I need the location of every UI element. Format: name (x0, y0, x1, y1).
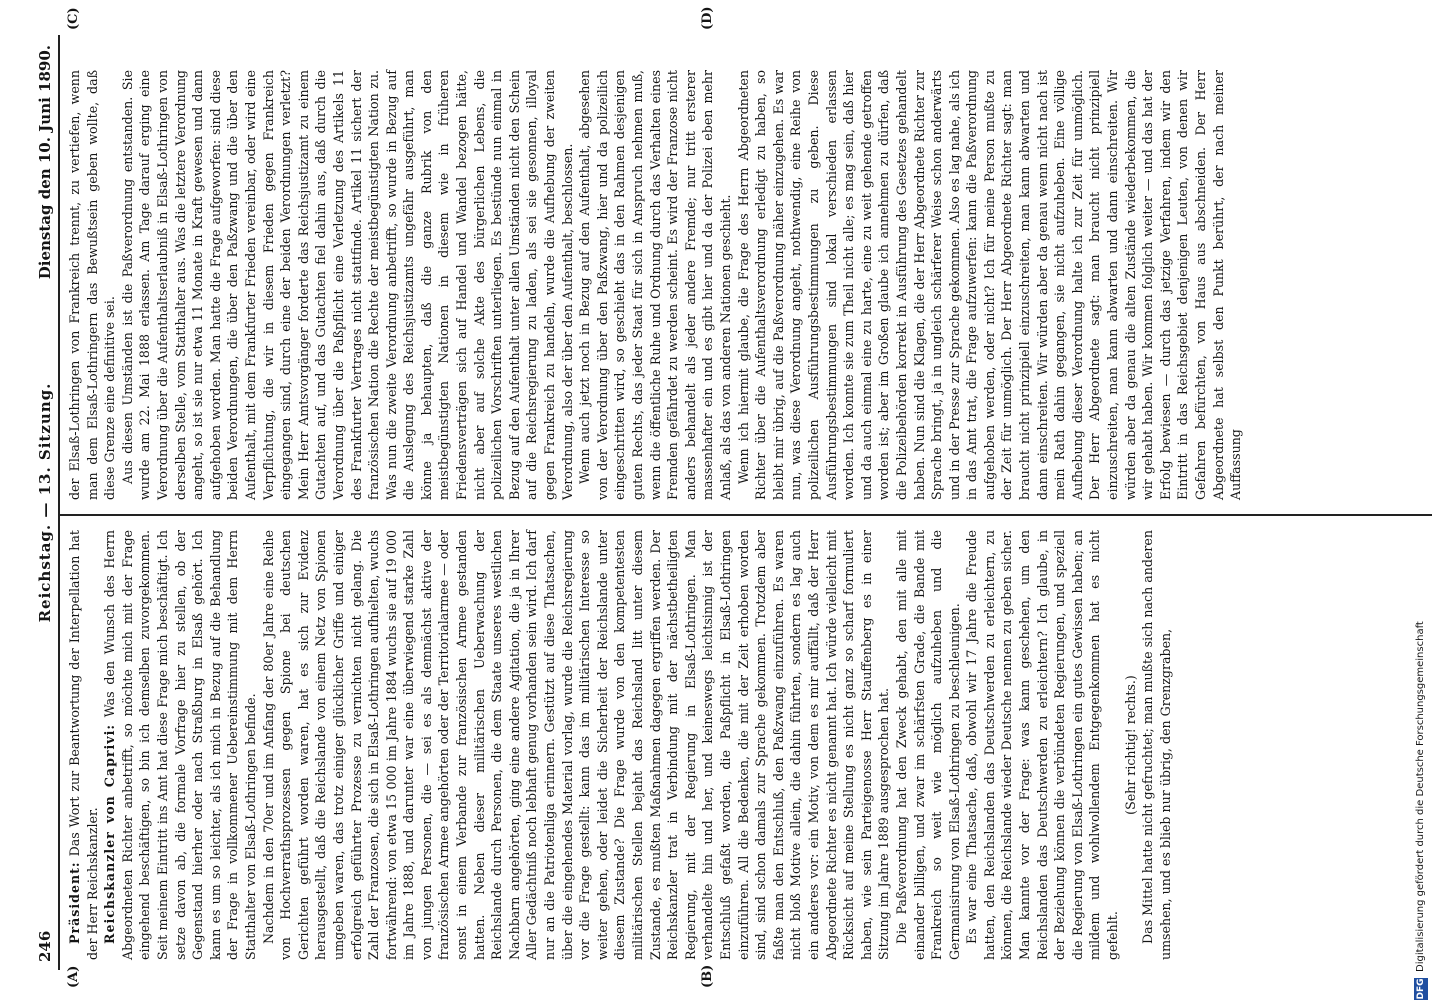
paragraph (893, 530, 963, 960)
margin-mark-c: (C) (66, 7, 81, 30)
right-column (66, 70, 1245, 500)
speaker-name: Präsident: (67, 861, 82, 944)
paragraph-text: der Elsaß-Lothringen von Frankreich trennt, zu vertiefen, wenn man dem Elsaß-Lothringern das Bewußtsein geben wollte, daß diese Grenze eine definitive sei. (67, 70, 118, 500)
dfg-logo: DFG (1416, 978, 1426, 1000)
margin-mark-b: (B) (700, 964, 715, 988)
paragraph-text: Wenn ich hiermit glaube, die Frage des Herrn Abgeordneten Richter über die Aufenthaltsverordnung erledigt zu haben, so bleibt mir übrig, auf die Paßverordnung näher einzugehen. Es war nun, was diese Verordnung angeht, nothwendig, eine Reihe von polizeilichen Ausführungsbestimmungen zu geben. Diese Ausführungsbestimmungen sind lokal verschieden erlassen worden. Ich konnte sie zum Theil nicht alle; es mag sein, daß hier und da auch einmal eine zu harte, eine zu weit gehende getroffen worden ist; aber im Großen glaube ich annehmen zu dürfen, daß die Polizeibehörden korrekt in Ausführung des Gesetzes gehandelt haben. Nun sind die Klagen, die der Herr Abgeordnete Richter zur Sprache bringt, ja in ungleich schärferer Weise schon anderwärts und in der Presse zur Sprache gekommen. Also es lag nahe, als ich in das Amt trat, die Frage aufzuwerfen: kann die Paßverordnung aufgehoben werden, oder nicht? Ich für meine Person mußte zu der Zeit für unmöglich. Der Herr Abgeordnete Richter sagt: man braucht nicht prinzipiell einzuschreiten, man kann abwarten und dann einschreiten. Wir würden aber da genau wenn nicht nach ist mein Rath dahin gegangen, sie nicht aufzuheben. Eine völlige Aufhebung dieser Verordnung halte ich zur Zeit für unmöglich. Der Herr Abgeordnete sagt: man braucht nicht prinzipiell einzuschreiten, man kann abwarten und dann einschreiten. Wir würden aber da genau die alten Zustände wiederbekommen, die wir gehabt haben. Wir kommen folglich weiter — und das hat der Erfolg bewiesen — durch das jetzige Verfahren, indem wir den Eintritt in das Reichsgebiet denjenigen Leuten, von denen wir Gefahren befürchten, von Haus aus abschneiden. Der Herr Abgeordnete hat selbst den Punkt berührt, der nach meiner Auffassung (735, 70, 1244, 500)
paragraph-text: Was den Wunsch des Herrn Abgeordneten Richter anbetrifft, so möchte mich mit der Frage eingehend beschäftigen, so bin ich demselben zuvorgekommen. Seit meinem Eintritt ins Amt hat diese Frage mich beschäftigt. Ich setze davon ab, die formale Vorfrage hier zu stellen, ob der Gegenstand hierher oder nach Straßburg in Elsaß gehört. Ich kann es um so leichter, als ich mich in Bezug auf die Behandlung der Frage in vollkommener Uebereinstimmung mit dem Herrn Statthalter von Elsaß-Lothringen befinde. (102, 530, 258, 960)
paragraph-text: Das Wort zur Beantwortung der Interpellation hat der Herr Reichskanzler. (67, 530, 100, 960)
paragraph (963, 530, 1121, 960)
header-rule (58, 35, 60, 970)
paragraph-text: Nachdem in den 70er und im Anfang der 80er Jahre eine Reihe von Hochverrathsprozessen gegen Spione bei deutschen Gerichten geführt worden waren, hat es sich zur Evidenz herausgestellt, daß die Reichslande von einem Netz von Spionen umgeben waren, das trotz einiger glücklicher Griffe und einiger erfolgreich geführter Prozesse zu vernichten nicht gelang. Die Zahl der Franzosen, die sich in Elsaß-Lothringen aufhielten, wuchs fortwährend: von etwa 15 000 im Jahre 1884 wuchs sie auf 19 000 im Jahre 1888, und darunter war eine überwiegend starke Zahl von jungen Personen, die — sei es als demnächst aktive der französischen Armee angehörten oder der Territorialarmee — oder sonst in einem Verbande zur französischen Armee gestanden hatten. Neben dieser militärischen Ueberwachung der Reichslande durch Personen, die dem Staate unseres westlichen Nachbarn angehörten, ging eine andere Agitation, die ja in Ihrer Aller Gedächtniß noch lebhaft genug vorhanden sein wird. Ich darf nur an die Patriotenliga erinnern. Gestützt auf diese Thatsachen, über die eingehendes Material vorlag, wurde die Reichsregierung vor die Frage gestellt: kann das im militärischen Interesse so weiter gehen, oder leidet die Sicherheit der Reichslande unter diesem Zustande? Die Frage wurde von den kompetentesten militärischen Stellen bejaht das Reichsland litt unter diesem Zustande, es mußten Maßnahmen dagegen ergriffen werden. Der Reichskanzler trat in Verbindung mit der nächstbetheiligten Regierung, mit der Regierung in Elsaß-Lothringen. Man verhandelte hin und her, und keineswegs leichtsinnig ist der Entschluß gefaßt worden, die Paßpflicht in Elsaß-Lothringen einzuführen. All die Bedenken, die mit der Zeit erhoben worden sind, sind schon damals zur Sprache gekommen. Trotzdem aber faßte man den Entschluß, den Paßzwang einzuführen. Es waren nicht bloß Motive allein, die dahin führten, sondern es lag auch ein anderes vor: ein Motiv, von dem es mir auffällt, daß der Herr Abgeordnete Richter es nicht genannt hat. Ich würde vielleicht mit Rücksicht auf meine Stellung es nicht ganz so scharf formuliert haben, wie sein Parteigenosse Herr Stauffenberg es in einer Sitzung im Jahre 1889 ausgesprochen hat. (260, 530, 892, 960)
paragraph (735, 70, 1245, 500)
paragraph (119, 70, 576, 500)
paragraph-text: Es war eine Thatsache, daß, obwohl wir 17 Jahre die Freude hatten, den Reichslanden das Deutschwerden zu erleichtern, zu können, die Reichslande wieder Deutsche nennen zu geben sicher. Man kannte vor der Frage: was kann geschehen, um den Reichslanden das Deutschwerden zu erleichtern? Ich glaube, in der Beziehung können die verbündeten Regierungen, und speziell die Regierung von Elsaß-Lothringen ein gutes Gewissen haben; an mildem und wohlwollendem Entgegenkommen hat es nicht gefehlt. (964, 530, 1121, 960)
page-title: Reichstag. — 13. Sitzung. (36, 382, 54, 623)
paragraph (101, 530, 259, 960)
paragraph-text: Aus diesen Umständen ist die Paßverordnung entstanden. Sie wurde am 22. Mai 1888 erlassen. Am Tage darauf erging eine Verordnung über die Aufenthaltserlaubniß in Elsaß-Lothringen von derselben Stelle, vom Statthalter aus. Was die letztere Verordnung angeht, so ist sie nur etwa 11 Monate in Kraft gewesen und dann aufgehoben worden. Man hatte die Frage aufgeworfen: sind diese beiden Verordnungen, die über den Paßzwang und die über den Aufenthalt, mit dem Frankfurter Frieden vereinbar, oder wird eine Verpflichtung, die wir in diesem Frieden gegen Frankreich eingegangen sind, durch eine der beiden Verordnungen verletzt? Mein Herr Amtsvorgänger forderte das Reichsjustizamt zu einem Gutachten auf, und das Gutachten fiel dahin aus, daß durch die Verordnung über die Paßpflicht eine Verletzung des Artikels 11 des Frankfurter Vertrages nicht stattfinde. Artikel 11 sichert der französischen Nation die Rechte der meistbegünstigten Nation zu. Was nun die zweite Verordnung anbetrifft, so wurde in Bezug auf die Auslegung des Reichsjustizamts ungefähr ausgeführt, man könne ja behaupten, daß die ganze Rubrik von den meistbegünstigten Nationen in diesem wie in früheren Friedensverträgen sich auf Handel und Wandel bezogen hätte, nicht aber auf solche Akte des bürgerlichen Lebens, die polizeilichen Vorschriften unterliegen. Es bestünde nun einmal in Bezug auf den Aufenthalt unter allen Umständen nicht den Schein auf die Reichsregierung zu laden, als sei sie gesonnen, illoyal gegen Frankreich zu handeln, wurde die Aufhebung der zweiten Verordnung, also der über den Aufenthalt, beschlossen. (119, 70, 575, 500)
page-header (36, 35, 58, 970)
paragraph-text: Wenn auch jetzt noch in Bezug auf den Aufenthalt, abgesehen von der Verordnung über den Paßzwang, hier und da polizeilich eingeschritten wird, so geschieht das in den Rahmen desjenigen guten Rechts, das jeder Staat für sich in Anspruch nehmen muß, wenn die öffentliche Ruhe und Ordnung durch das Verhalten eines Fremden gefährdet zu werden scheint. Es wird der Franzose nicht anders behandelt als jeder andere Fremde; nur tritt ersterer massenhafter ein und es gibt hier und da der Polizei eben mehr Anlaß, als das von anderen Nationen geschieht. (577, 70, 733, 500)
page-footer (1412, 0, 1432, 1000)
column-divider (60, 514, 1432, 516)
page-number: 246 (36, 930, 54, 962)
paragraph-text: Das Mittel hatte nicht gefruchtet; man mußte sich nach anderen umsehen, und es blieb nur übrig, den Grenzgraben, (1140, 530, 1173, 960)
paragraph (1139, 530, 1174, 960)
session-date: Dienstag den 10. Juni 1890. (36, 45, 54, 280)
margin-mark-a: (A) (66, 965, 81, 988)
digitization-credit: Digitalisierung gefördert durch die Deutsche Forschungsgemeinschaft (1415, 621, 1426, 972)
paragraph (1122, 530, 1140, 960)
paragraph-text: Die Paßverordnung hat den Zweck gehabt, den mit alle mit einander billigen, und zwar im schärfsten Grade, die Bande mit Frankreich so weit wie möglich aufzuheben und die Germanisirung von Elsaß-Lothringen zu beschleunigen. (893, 530, 962, 960)
margin-mark-d: (D) (700, 6, 715, 30)
paragraph (576, 70, 734, 500)
paragraph (66, 70, 119, 500)
speaker-name: Reichskanzler von Caprivi: (102, 723, 118, 944)
paragraph (66, 530, 101, 960)
paragraph-text: (Sehr richtig! rechts.) (1122, 675, 1138, 815)
paragraph (260, 530, 893, 960)
left-column (66, 530, 1174, 960)
